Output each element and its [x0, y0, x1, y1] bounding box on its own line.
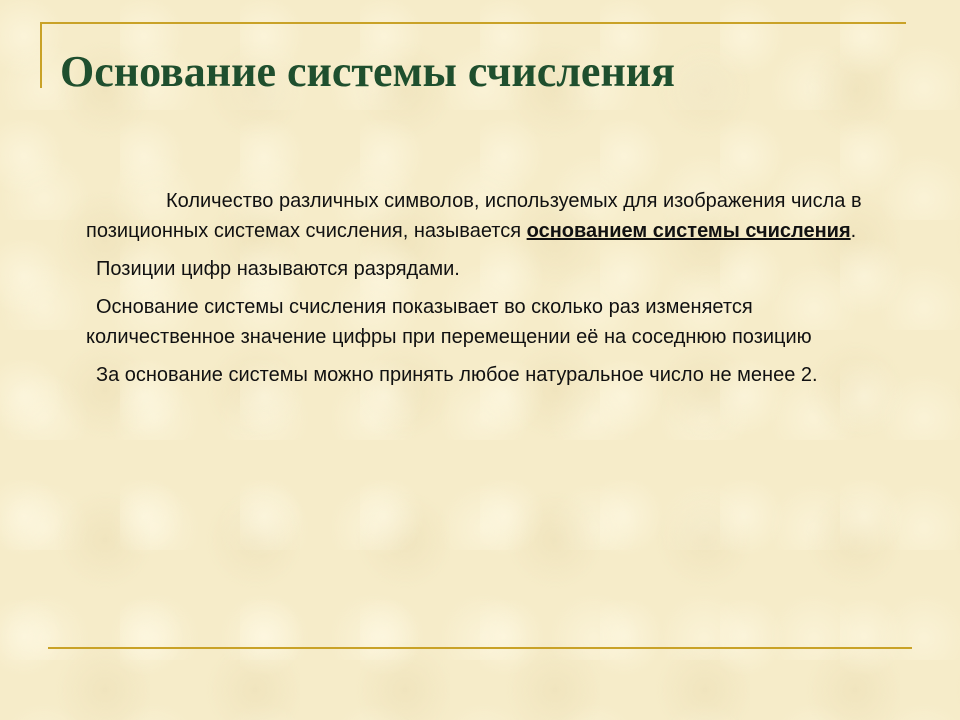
top-decorative-rule	[40, 22, 906, 24]
base-meaning-paragraph: Основание системы счисления показывает во сколько раз изменяется количественное значение цифры при перемещении её на соседнюю позицию	[86, 296, 812, 348]
definition-period: .	[850, 220, 857, 242]
bottom-decorative-rule	[48, 647, 912, 649]
definition-text: Количество различных символов, используемых для изображения числа в позиционных системах счисления, называется	[86, 190, 862, 242]
slide-body	[86, 186, 896, 398]
left-decorative-rule	[40, 22, 42, 88]
definition-term: основанием системы счисления	[526, 220, 851, 242]
definition-paragraph	[86, 186, 896, 246]
slide-title: Основание системы счисления	[60, 47, 675, 96]
digit-positions-paragraph: Позиции цифр называются разрядами.	[96, 258, 460, 280]
base-minimum-paragraph: За основание системы можно принять любое натуральное число не менее 2.	[96, 364, 818, 386]
